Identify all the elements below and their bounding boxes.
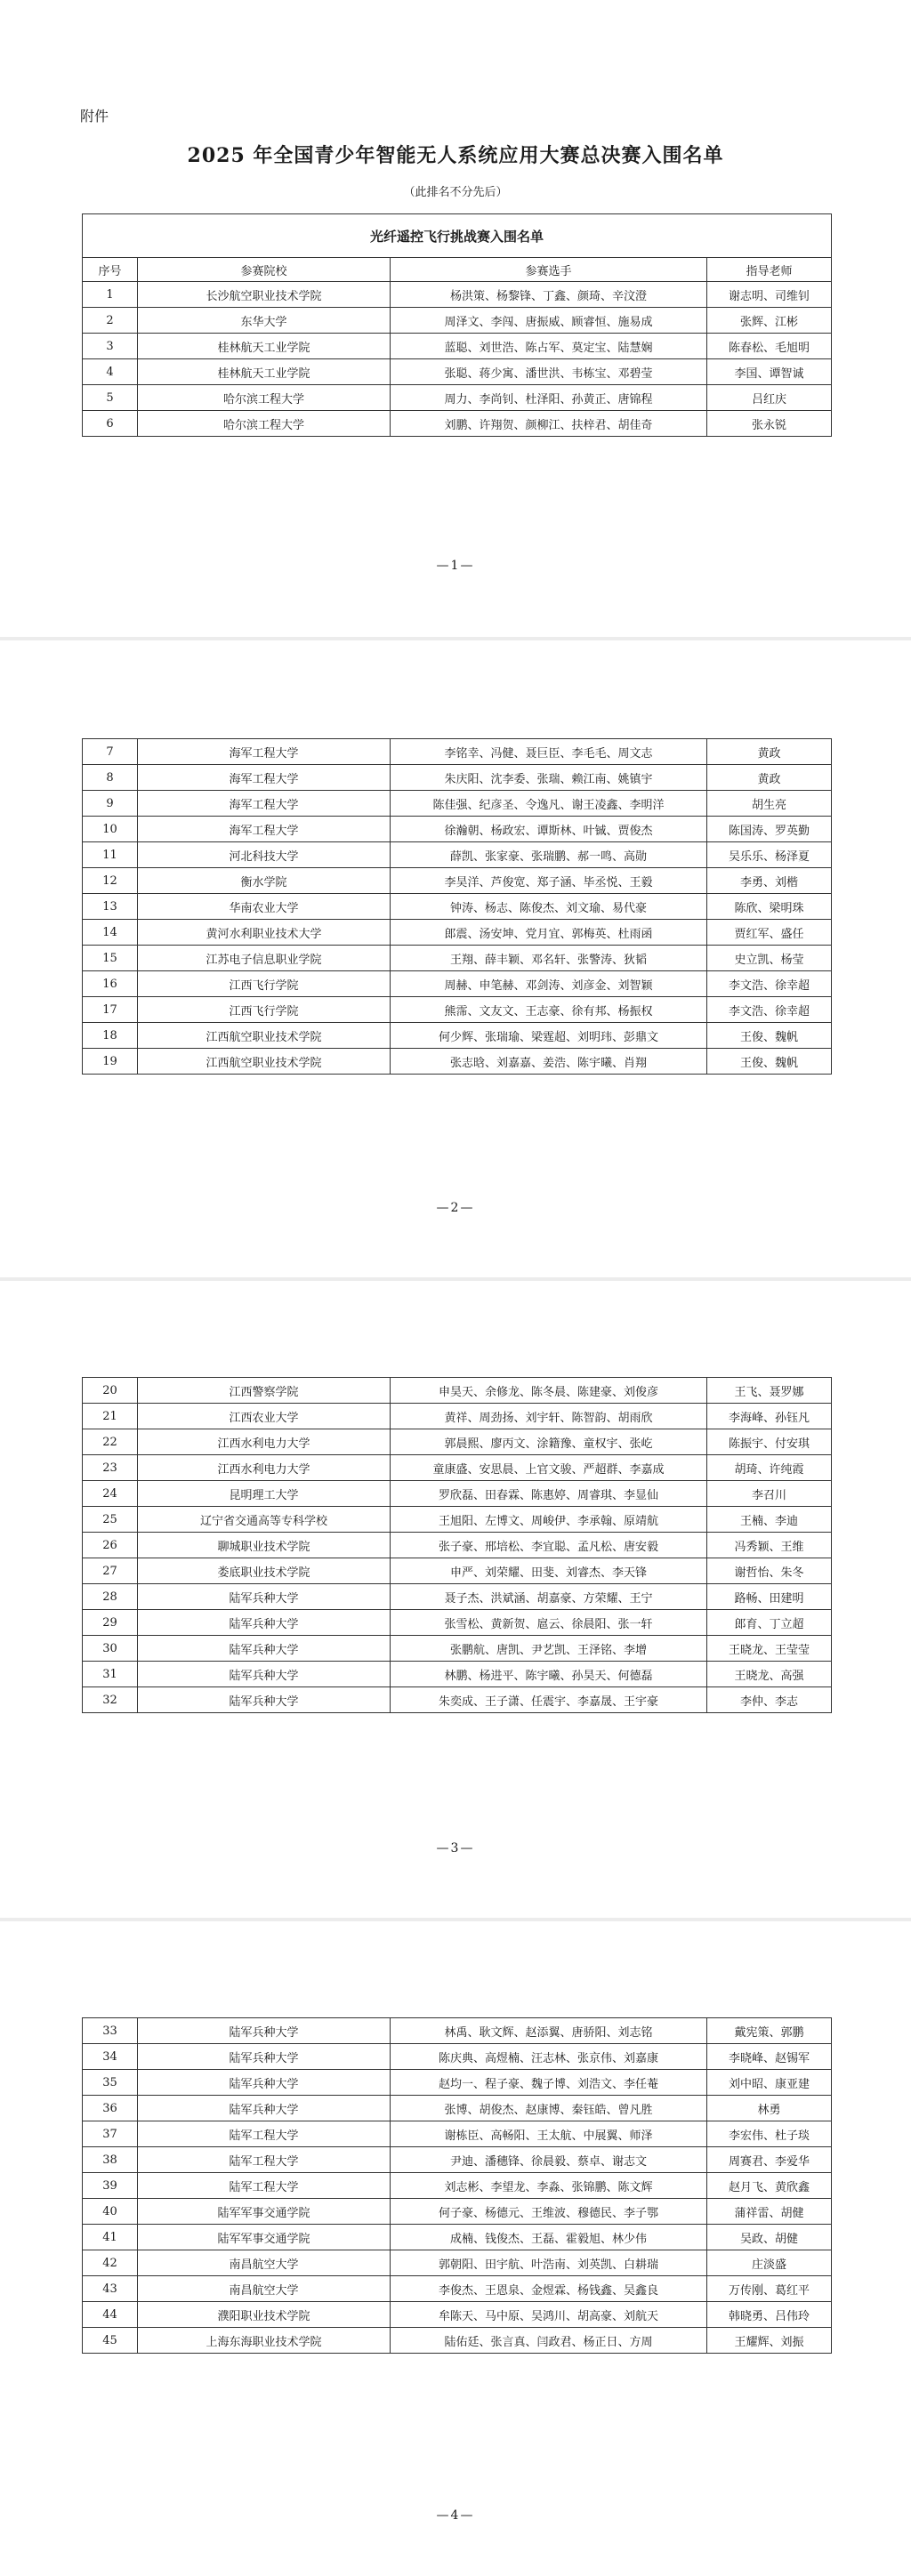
row-index: 2 (83, 308, 138, 334)
school-name: 海军工程大学 (138, 791, 391, 817)
page-1 (0, 0, 911, 637)
school-name: 陆军兵种大学 (138, 1610, 391, 1636)
advisor-names: 万传刚、葛红平 (707, 2276, 832, 2302)
advisor-names: 王耀辉、刘振 (707, 2328, 832, 2354)
player-names: 尹迪、潘穗锋、徐晨毅、蔡卓、谢志文 (391, 2147, 707, 2173)
row-index: 28 (83, 1584, 138, 1610)
player-names: 张雪松、黄新贺、扈云、徐晨阳、张一轩 (391, 1610, 707, 1636)
row-index: 4 (83, 359, 138, 385)
row-index: 38 (83, 2147, 138, 2173)
table-row (83, 2173, 832, 2199)
row-index: 3 (83, 334, 138, 359)
table-row (83, 2018, 832, 2044)
row-index: 42 (83, 2250, 138, 2276)
row-index: 5 (83, 385, 138, 411)
row-index: 45 (83, 2328, 138, 2354)
advisor-names: 王楠、李迪 (707, 1507, 832, 1533)
player-names: 王旭阳、左博文、周峻伊、李承翰、原靖航 (391, 1507, 707, 1533)
row-index: 30 (83, 1636, 138, 1662)
player-names: 何少辉、张瑞瑜、梁霆超、刘明玮、彭鼎文 (391, 1023, 707, 1049)
advisor-names: 庄淡盛 (707, 2250, 832, 2276)
row-index: 18 (83, 1023, 138, 1049)
advisor-names: 陈欣、梁明珠 (707, 894, 832, 920)
table-row (83, 1481, 832, 1507)
advisor-names: 王飞、聂罗娜 (707, 1378, 832, 1404)
player-names: 熊霈、文友文、王志豪、徐有邦、杨振权 (391, 997, 707, 1023)
advisor-names: 吕红庆 (707, 385, 832, 411)
advisor-names: 李国、谭智诚 (707, 359, 832, 385)
player-names: 申严、刘荣耀、田斐、刘睿杰、李天锋 (391, 1558, 707, 1584)
advisor-names: 李海峰、孙钰凡 (707, 1404, 832, 1429)
table-caption-row (83, 214, 832, 258)
row-index: 6 (83, 411, 138, 437)
row-index: 19 (83, 1049, 138, 1075)
school-name: 江西农业大学 (138, 1404, 391, 1429)
table-row (83, 1662, 832, 1687)
finalist-table-part-4 (82, 2017, 832, 2354)
school-name: 陆军兵种大学 (138, 2070, 391, 2096)
row-index: 12 (83, 868, 138, 894)
row-index: 26 (83, 1533, 138, 1558)
table-row (83, 1455, 832, 1481)
table-row (83, 1687, 832, 1713)
advisor-names: 胡琦、许纯霞 (707, 1455, 832, 1481)
column-header-players: 参赛选手 (391, 258, 707, 282)
player-names: 赵均一、程子豪、魏子博、刘浩文、李任菴 (391, 2070, 707, 2096)
table-row (83, 2302, 832, 2328)
table-row (83, 997, 832, 1023)
school-name: 海军工程大学 (138, 765, 391, 791)
school-name: 桂林航天工业学院 (138, 359, 391, 385)
finalist-table-part-3 (82, 1377, 832, 1713)
school-name: 陆军兵种大学 (138, 2018, 391, 2044)
school-name: 长沙航空职业技术学院 (138, 282, 391, 308)
school-name: 海军工程大学 (138, 739, 391, 765)
player-names: 朱庆阳、沈李委、张瑞、赖江南、姚镇宇 (391, 765, 707, 791)
player-names: 林鹏、杨进平、陈宇曦、孙昊天、何德磊 (391, 1662, 707, 1687)
school-name: 陆军军事交通学院 (138, 2199, 391, 2225)
row-index: 29 (83, 1610, 138, 1636)
table-row (83, 971, 832, 997)
school-name: 哈尔滨工程大学 (138, 411, 391, 437)
advisor-names: 谢哲怡、朱冬 (707, 1558, 832, 1584)
table-row (83, 2147, 832, 2173)
player-names: 聂子杰、洪斌涵、胡嘉豪、方荣耀、王宁 (391, 1584, 707, 1610)
school-name: 哈尔滨工程大学 (138, 385, 391, 411)
school-name: 南昌航空大学 (138, 2276, 391, 2302)
advisor-names: 吴乐乐、杨泽夏 (707, 842, 832, 868)
table-row (83, 1610, 832, 1636)
player-names: 谢栋臣、高畅阳、王太航、中展翼、师泽 (391, 2121, 707, 2147)
player-names: 郭朝阳、田宇航、叶浩南、刘英凯、白耕瑞 (391, 2250, 707, 2276)
player-names: 杨洪策、杨黎锋、丁鑫、颜琦、辛汶澄 (391, 282, 707, 308)
advisor-names: 黄政 (707, 765, 832, 791)
school-name: 陆军兵种大学 (138, 1584, 391, 1610)
player-names: 刘鹏、许翔贺、颜柳江、扶梓君、胡佳奇 (391, 411, 707, 437)
player-names: 朱奕成、王子潇、任震宇、李嘉晟、王宇豪 (391, 1687, 707, 1713)
player-names: 李俊杰、王恩泉、金煜霖、杨钱鑫、吴鑫良 (391, 2276, 707, 2302)
advisor-names: 史立凯、杨莹 (707, 946, 832, 971)
table-row (83, 1049, 832, 1075)
advisor-names: 刘中昭、康亚建 (707, 2070, 832, 2096)
row-index: 13 (83, 894, 138, 920)
school-name: 娄底职业技术学院 (138, 1558, 391, 1584)
column-header-advisors: 指导老师 (707, 258, 832, 282)
school-name: 南昌航空大学 (138, 2250, 391, 2276)
table-body (83, 739, 832, 1075)
row-index: 8 (83, 765, 138, 791)
table-row (83, 2096, 832, 2121)
advisor-names: 张永锐 (707, 411, 832, 437)
row-index: 34 (83, 2044, 138, 2070)
table-row (83, 1507, 832, 1533)
advisor-names: 王俊、魏帆 (707, 1049, 832, 1075)
row-index: 10 (83, 817, 138, 842)
advisor-names: 王晓龙、王莹莹 (707, 1636, 832, 1662)
player-names: 张聪、蒋少寓、潘世洪、韦栋宝、邓碧莹 (391, 359, 707, 385)
school-name: 陆军兵种大学 (138, 1662, 391, 1687)
school-name: 陆军兵种大学 (138, 2096, 391, 2121)
advisor-names: 李文浩、徐幸超 (707, 971, 832, 997)
row-index: 35 (83, 2070, 138, 2096)
player-names: 陈佳强、纪彦圣、令逸凡、谢王凌鑫、李明洋 (391, 791, 707, 817)
table-body (83, 2018, 832, 2354)
school-name: 上海东海职业技术学院 (138, 2328, 391, 2354)
player-names: 罗欣磊、田春霖、陈惠婷、周睿琪、李显仙 (391, 1481, 707, 1507)
table-row (83, 385, 832, 411)
school-name: 聊城职业技术学院 (138, 1533, 391, 1558)
row-index: 17 (83, 997, 138, 1023)
advisor-names: 李晓峰、赵锡军 (707, 2044, 832, 2070)
player-names: 牟陈天、马中原、吴鸿川、胡高豪、刘航天 (391, 2302, 707, 2328)
player-names: 钟涛、杨志、陈俊杰、刘文瑜、易代豪 (391, 894, 707, 920)
school-name: 辽宁省交通高等专科学校 (138, 1507, 391, 1533)
advisor-names: 陈振宇、付安琪 (707, 1429, 832, 1455)
document-title: 2025 年全国青少年智能无人系统应用大赛总决赛入围名单 (187, 144, 724, 167)
advisor-names: 周赛君、李爱华 (707, 2147, 832, 2173)
school-name: 陆军工程大学 (138, 2121, 391, 2147)
player-names: 周力、李尚钊、杜泽阳、孙黄正、唐锦程 (391, 385, 707, 411)
player-names: 成楠、钱俊杰、王磊、霍毅旭、林少伟 (391, 2225, 707, 2250)
table-row (83, 842, 832, 868)
advisor-names: 李仲、李志 (707, 1687, 832, 1713)
row-index: 14 (83, 920, 138, 946)
school-name: 海军工程大学 (138, 817, 391, 842)
player-names: 徐瀚朝、杨政宏、谭斯林、叶铖、贾俊杰 (391, 817, 707, 842)
finalist-table-part-1 (82, 213, 832, 437)
school-name: 江西水利电力大学 (138, 1455, 391, 1481)
player-names: 刘志彬、李望龙、李淼、张锦鹏、陈文辉 (391, 2173, 707, 2199)
page-number: —3— (436, 1841, 475, 1856)
page-number: —2— (436, 1201, 475, 1215)
table-row (83, 282, 832, 308)
advisor-names: 李宏伟、杜子琰 (707, 2121, 832, 2147)
school-name: 华南农业大学 (138, 894, 391, 920)
row-index: 15 (83, 946, 138, 971)
table-row (83, 2328, 832, 2354)
table-row (83, 739, 832, 765)
table-row (83, 946, 832, 971)
advisor-names: 吴政、胡健 (707, 2225, 832, 2250)
row-index: 31 (83, 1662, 138, 1687)
table-row (83, 1636, 832, 1662)
player-names: 薛凯、张家豪、张瑞鹏、郝一鸣、高勋 (391, 842, 707, 868)
table-row (83, 359, 832, 385)
table-row (83, 308, 832, 334)
advisor-names: 王晓龙、高强 (707, 1662, 832, 1687)
player-names: 林禹、耿文辉、赵添翼、唐骄阳、刘志铭 (391, 2018, 707, 2044)
player-names: 张鹏航、唐凯、尹艺凯、王泽铭、李增 (391, 1636, 707, 1662)
advisor-names: 韩晓勇、吕伟玲 (707, 2302, 832, 2328)
table-row (83, 411, 832, 437)
player-names: 何子豪、杨德元、王维波、穆德民、李子鄂 (391, 2199, 707, 2225)
column-header-index: 序号 (83, 258, 138, 282)
school-name: 陆军工程大学 (138, 2147, 391, 2173)
player-names: 周赫、申笔赫、邓剑涛、刘彦金、刘智颖 (391, 971, 707, 997)
player-names: 陈庆典、高煜楠、汪志林、张京伟、刘嘉康 (391, 2044, 707, 2070)
row-index: 40 (83, 2199, 138, 2225)
advisor-names: 谢志明、司维钊 (707, 282, 832, 308)
school-name: 陆军兵种大学 (138, 2044, 391, 2070)
row-index: 36 (83, 2096, 138, 2121)
school-name: 东华大学 (138, 308, 391, 334)
player-names: 郭晨熙、廖丙文、涂籍豫、童权宇、张屹 (391, 1429, 707, 1455)
advisor-names: 陈春松、毛旭明 (707, 334, 832, 359)
player-names: 陆佑廷、张言真、闫政君、杨正日、方周 (391, 2328, 707, 2354)
table-body (83, 214, 832, 437)
row-index: 43 (83, 2276, 138, 2302)
document-subtitle: （此排名不分先后） (403, 186, 508, 199)
advisor-names: 贾红军、盛任 (707, 920, 832, 946)
table-row (83, 1023, 832, 1049)
table-row (83, 1558, 832, 1584)
advisor-names: 冯秀颖、王维 (707, 1533, 832, 1558)
player-names: 李铭幸、冯健、聂巨臣、李毛毛、周文志 (391, 739, 707, 765)
player-names: 张博、胡俊杰、赵康博、秦钰皓、曾凡胜 (391, 2096, 707, 2121)
school-name: 陆军工程大学 (138, 2173, 391, 2199)
advisor-names: 李召川 (707, 1481, 832, 1507)
advisor-names: 胡生亮 (707, 791, 832, 817)
row-index: 22 (83, 1429, 138, 1455)
row-index: 1 (83, 282, 138, 308)
school-name: 江西航空职业技术学院 (138, 1023, 391, 1049)
table-row (83, 1404, 832, 1429)
row-index: 44 (83, 2302, 138, 2328)
table-row (83, 2199, 832, 2225)
table-row (83, 1378, 832, 1404)
page-3 (0, 1281, 911, 1918)
school-name: 陆军兵种大学 (138, 1687, 391, 1713)
row-index: 37 (83, 2121, 138, 2147)
player-names: 申昊天、余修龙、陈冬晨、陈建豪、刘俊彦 (391, 1378, 707, 1404)
page-2 (0, 640, 911, 1277)
page-4 (0, 1921, 911, 2576)
school-name: 黄河水利职业技术大学 (138, 920, 391, 946)
advisor-names: 赵月飞、黄欣鑫 (707, 2173, 832, 2199)
advisor-names: 黄政 (707, 739, 832, 765)
row-index: 9 (83, 791, 138, 817)
advisor-names: 李勇、刘楷 (707, 868, 832, 894)
player-names: 李昊洋、芦俊宽、郑子涵、毕丞悦、王毅 (391, 868, 707, 894)
advisor-names: 林勇 (707, 2096, 832, 2121)
table-row (83, 791, 832, 817)
table-row (83, 817, 832, 842)
row-index: 33 (83, 2018, 138, 2044)
row-index: 25 (83, 1507, 138, 1533)
school-name: 昆明理工大学 (138, 1481, 391, 1507)
table-caption: 光纤遥控飞行挑战赛入围名单 (83, 214, 832, 258)
table-row (83, 2225, 832, 2250)
table-body (83, 1378, 832, 1713)
row-index: 41 (83, 2225, 138, 2250)
advisor-names: 陈国涛、罗英勤 (707, 817, 832, 842)
player-names: 童康盛、安思晨、上官文骏、严超群、李嘉成 (391, 1455, 707, 1481)
table-row (83, 2276, 832, 2302)
school-name: 江西航空职业技术学院 (138, 1049, 391, 1075)
row-index: 21 (83, 1404, 138, 1429)
player-names: 黄祥、周劲扬、刘宇轩、陈智韵、胡雨欣 (391, 1404, 707, 1429)
school-name: 江苏电子信息职业学院 (138, 946, 391, 971)
table-row (83, 1584, 832, 1610)
table-row (83, 334, 832, 359)
advisor-names: 王俊、魏帆 (707, 1023, 832, 1049)
advisor-names: 戴宪策、郭鹏 (707, 2018, 832, 2044)
school-name: 桂林航天工业学院 (138, 334, 391, 359)
advisor-names: 郎育、丁立超 (707, 1610, 832, 1636)
table-row (83, 868, 832, 894)
school-name: 江西警察学院 (138, 1378, 391, 1404)
table-row (83, 765, 832, 791)
finalist-table-part-2 (82, 738, 832, 1075)
advisor-names: 李文浩、徐幸超 (707, 997, 832, 1023)
row-index: 20 (83, 1378, 138, 1404)
school-name: 濮阳职业技术学院 (138, 2302, 391, 2328)
player-names: 张子豪、邢培松、李宜聪、孟凡松、唐安毅 (391, 1533, 707, 1558)
table-row (83, 2250, 832, 2276)
table-row (83, 1429, 832, 1455)
row-index: 27 (83, 1558, 138, 1584)
row-index: 32 (83, 1687, 138, 1713)
school-name: 江西飞行学院 (138, 997, 391, 1023)
advisor-names: 蒲祥雷、胡健 (707, 2199, 832, 2225)
player-names: 王翔、薛丰颖、邓名轩、张警涛、狄韬 (391, 946, 707, 971)
table-row (83, 894, 832, 920)
school-name: 衡水学院 (138, 868, 391, 894)
player-names: 郎震、汤安坤、党月宜、郭梅英、杜雨函 (391, 920, 707, 946)
row-index: 11 (83, 842, 138, 868)
player-names: 张志晗、刘嘉嘉、姜浩、陈宇曦、肖翔 (391, 1049, 707, 1075)
table-row (83, 2070, 832, 2096)
row-index: 24 (83, 1481, 138, 1507)
table-row (83, 920, 832, 946)
school-name: 陆军兵种大学 (138, 1636, 391, 1662)
row-index: 23 (83, 1455, 138, 1481)
row-index: 16 (83, 971, 138, 997)
table-row (83, 2121, 832, 2147)
player-names: 周泽文、李闯、唐振威、顾睿恒、施易成 (391, 308, 707, 334)
table-header-row (83, 258, 832, 282)
row-index: 39 (83, 2173, 138, 2199)
school-name: 陆军军事交通学院 (138, 2225, 391, 2250)
school-name: 河北科技大学 (138, 842, 391, 868)
page-number: —1— (436, 559, 475, 573)
advisor-names: 张辉、江彬 (707, 308, 832, 334)
table-row (83, 1533, 832, 1558)
advisor-names: 路畅、田建明 (707, 1584, 832, 1610)
table-row (83, 2044, 832, 2070)
attachment-label: 附件 (80, 108, 109, 125)
school-name: 江西水利电力大学 (138, 1429, 391, 1455)
column-header-school: 参赛院校 (138, 258, 391, 282)
row-index: 7 (83, 739, 138, 765)
school-name: 江西飞行学院 (138, 971, 391, 997)
player-names: 蓝聪、刘世浩、陈占军、莫定宝、陆慧娴 (391, 334, 707, 359)
page-number: —4— (436, 2508, 475, 2523)
